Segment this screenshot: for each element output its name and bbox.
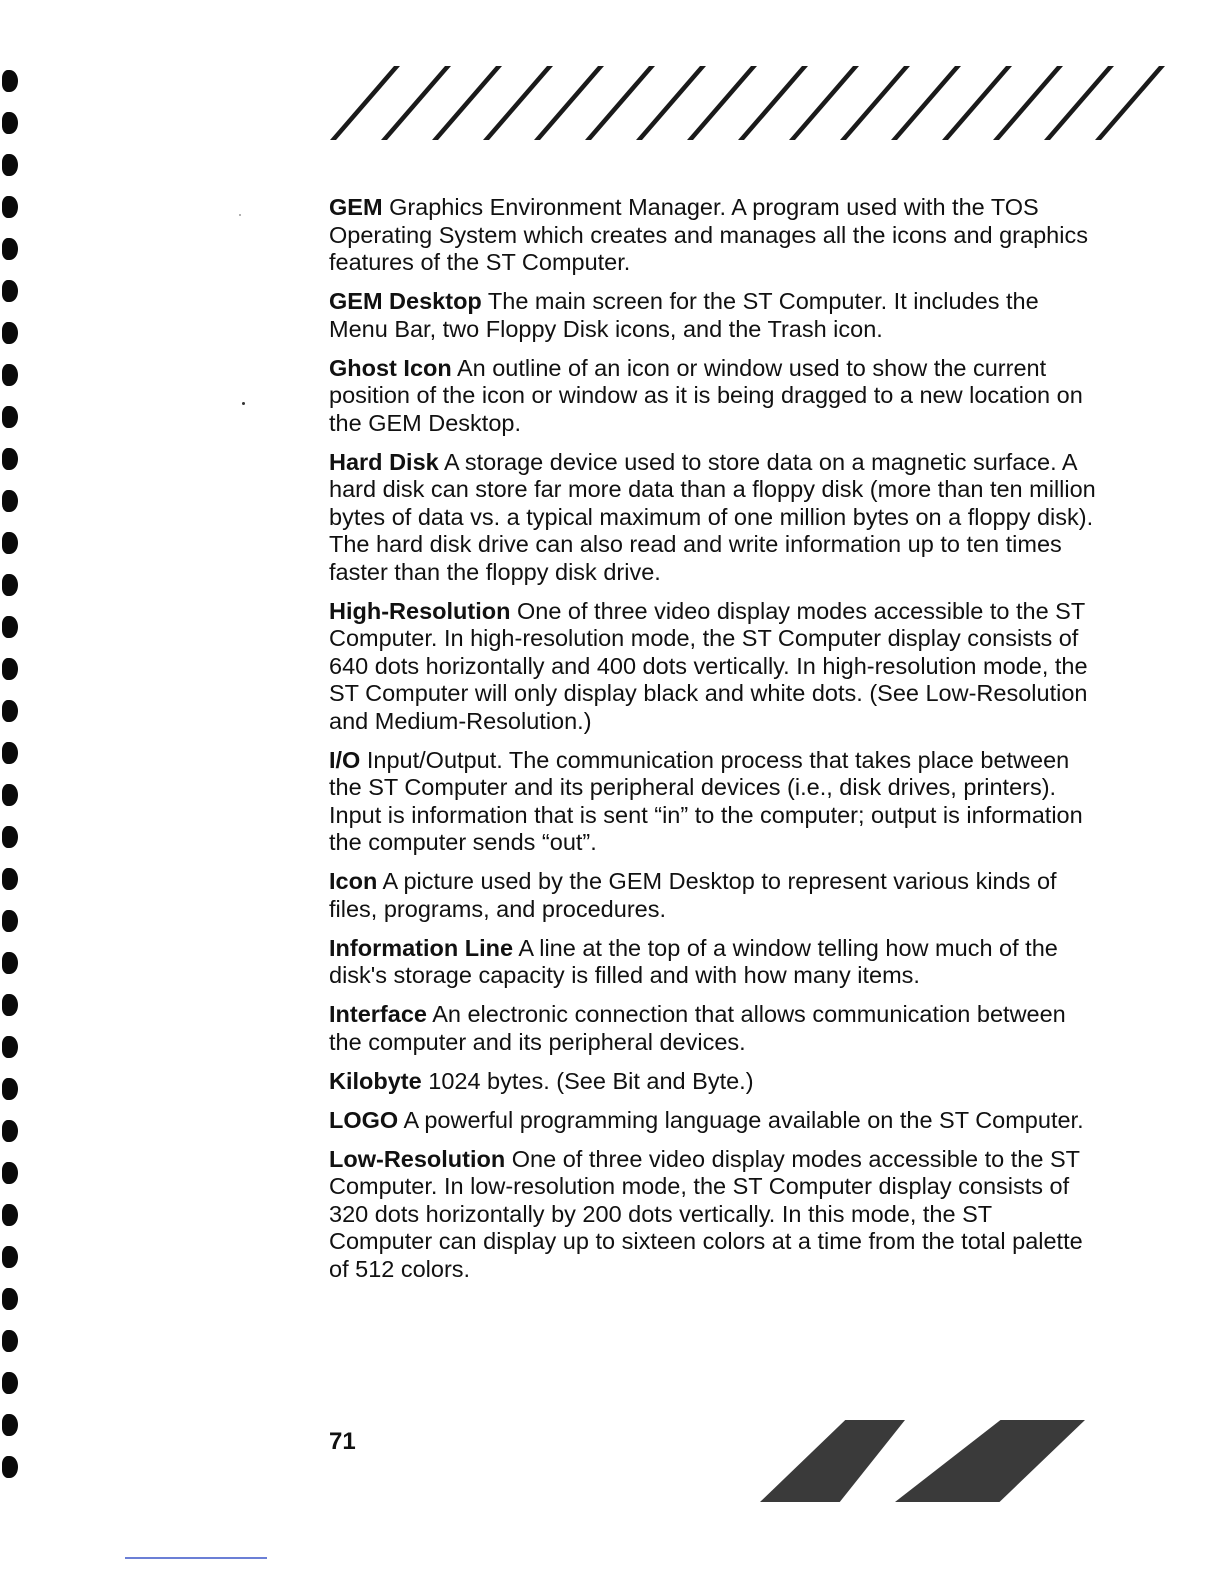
scan-artifact-line [125,1557,267,1559]
binding-hole [2,1078,18,1100]
header-stripe [330,66,400,140]
glossary-entry [329,355,1099,438]
glossary-entry [329,194,1099,277]
glossary-definition: One of three video display modes accessible to the ST Computer. In low-resolution mode, the ST Computer display consists of 320 dots horizontally by 200 dots vertically. In this mode, the ST Computer can display up to sixteen colors at a time from the total palette of 512 colors. [329,1145,1083,1282]
header-stripe [483,66,553,140]
glossary-entry [329,288,1099,343]
glossary-entry [329,747,1099,857]
glossary-definition: Input/Output. The communication process that takes place between the ST Computer and its peripheral devices (i.e., disk drives, printers). Input is information that is sent “in” to the computer; output is information the computer sends “out”. [329,746,1083,855]
page-number: 71 [329,1428,356,1455]
header-stripe [534,66,604,140]
glossary-term: Icon [329,868,378,894]
binding-hole [2,1456,18,1478]
binding-hole [2,658,18,680]
glossary-definition: One of three video display modes accessible to the ST Computer. In high-resolution mode, the ST Computer display consists of 640 dots horizontally and 400 dots vertically. In high-resolution mode, the ST Computer will only display black and white dots. (See Low-Resolution and Medium-Resolution.) [329,597,1088,734]
header-stripe [789,66,859,140]
glossary-term: GEM Desktop [329,288,482,314]
binding-hole [2,616,18,638]
glossary-entry [329,1068,1099,1096]
glossary [329,194,1099,1295]
glossary-term: I/O [329,746,361,773]
glossary-term: Kilobyte [329,1067,422,1094]
binding-hole [2,322,18,344]
header-stripe [738,66,808,140]
header-stripe [1095,66,1165,140]
header-stripe [432,66,502,140]
glossary-definition: A powerful programming language available on the ST Computer. [403,1106,1084,1133]
glossary-definition: An outline of an icon or window used to show the current position of the icon or window as it is being dragged to a new location on the GEM Desktop. [329,354,1083,436]
glossary-term: High-Resolution [329,597,511,624]
binding-hole [2,910,18,932]
glossary-entry [329,1107,1099,1135]
binding-holes [0,70,30,1490]
binding-hole [2,700,18,722]
footer-stripe [760,1420,905,1502]
header-stripe [381,66,451,140]
glossary-definition: A storage device used to store data on a magnetic surface. A hard disk can store far more data than a floppy disk (more than ten million bytes of data vs. a typical maximum of one million bytes on a floppy disk). The hard disk drive can also read and write information up to ten times faster than the floppy disk drive. [329,448,1096,585]
header-stripe [891,66,961,140]
binding-hole [2,196,18,218]
binding-hole [2,826,18,848]
glossary-entry [329,1001,1099,1056]
header-stripe [942,66,1012,140]
glossary-term: LOGO [329,1106,399,1133]
binding-hole [2,574,18,596]
glossary-entry [329,935,1099,990]
glossary-term: Low-Resolution [329,1145,506,1172]
scan-speck [242,402,245,405]
glossary-entry [329,449,1099,587]
glossary-term: Hard Disk [329,448,439,475]
header-stripe [585,66,655,140]
glossary-definition: An electronic connection that allows communication between the computer and its peripheral devices. [329,1001,1066,1055]
binding-hole [2,1288,18,1310]
footer-stripes-decoration [755,1418,1090,1504]
binding-hole [2,448,18,470]
binding-hole [2,1162,18,1184]
glossary-term: Ghost Icon [329,354,452,381]
scan-speck [239,214,241,216]
glossary-term: Information Line [329,934,514,961]
binding-hole [2,1204,18,1226]
binding-hole [2,952,18,974]
glossary-definition: A line at the top of a window telling how much of the disk's storage capacity is filled and with how many items. [329,934,1058,988]
header-stripe [993,66,1063,140]
footer-stripe [895,1420,1085,1502]
binding-hole [2,364,18,386]
glossary-term: Interface [329,1001,427,1027]
glossary-definition: Graphics Environment Manager. A program used with the TOS Operating System which creates and manages all the icons and graphics features of the ST Computer. [329,194,1088,275]
glossary-definition: A picture used by the GEM Desktop to represent various kinds of files, programs, and procedures. [329,868,1057,922]
header-stripe [636,66,706,140]
glossary-definition: 1024 bytes. (See Bit and Byte.) [428,1067,754,1094]
binding-hole [2,1120,18,1142]
binding-hole [2,532,18,554]
binding-hole [2,70,18,92]
glossary-definition: The main screen for the ST Computer. It includes the Menu Bar, two Floppy Disk icons, and the Trash icon. [329,288,1039,342]
binding-hole [2,784,18,806]
binding-hole [2,868,18,890]
binding-hole [2,994,18,1016]
binding-hole [2,490,18,512]
glossary-entry [329,1146,1099,1284]
glossary-entry [329,868,1099,923]
binding-hole [2,406,18,428]
binding-hole [2,280,18,302]
glossary-term: GEM [329,194,383,220]
glossary-entry [329,598,1099,736]
header-stripe [1044,66,1114,140]
binding-hole [2,742,18,764]
binding-hole [2,1372,18,1394]
header-stripe [687,66,757,140]
binding-hole [2,1036,18,1058]
binding-hole [2,154,18,176]
binding-hole [2,1414,18,1436]
header-stripe [840,66,910,140]
binding-hole [2,1246,18,1268]
header-stripes-decoration [320,62,1170,142]
binding-hole [2,112,18,134]
binding-hole [2,238,18,260]
binding-hole [2,1330,18,1352]
